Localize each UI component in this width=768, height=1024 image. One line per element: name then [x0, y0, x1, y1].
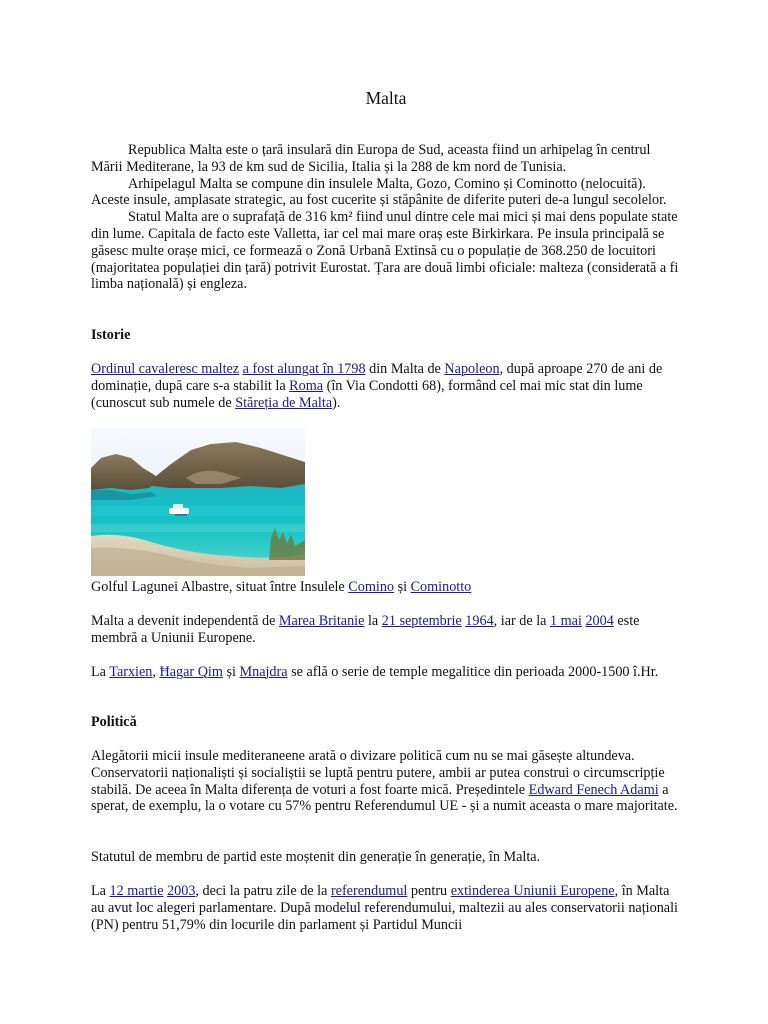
text-fragment: Golful Lagunei Albastre, situat între Insulele [91, 579, 349, 595]
page-title: Malta [365, 88, 407, 108]
text-fragment: din Malta de [365, 361, 445, 377]
link-tarxien[interactable]: Tarxien [109, 664, 153, 680]
text-fragment: a sperat, de exemplu, la o votare cu 57% pentru Referendumul UE - și a numit aceasta o mare majoritate. [91, 781, 678, 815]
text-fragment: la [364, 613, 382, 629]
link-roma[interactable]: Roma [289, 377, 324, 394]
text-fragment: Alegătorii micii insule mediteraneene arată o divizare politică cum nu se mai găsește altundeva. Conservatorii naționaliști și socialiștii se luptă pentru putere, ambii ar putea construi o circumscripție stabilă. De aceea în Malta diferența de voturi a fost foarte mică. Președintele [91, 748, 665, 798]
text-fragment: , în Malta au avut loc alegeri parlamentare. După modelul referendumului, maltezii au ales conservatorii naționali (PN) pentru 51,79% din locurile din parlament și Partidul Muncii [91, 883, 678, 933]
link-staretia-de-malta[interactable]: Stăreția de Malta [235, 394, 333, 411]
text-fragment: , [152, 664, 160, 680]
link-edward-fenech-adami[interactable]: Edward Fenech Adami [528, 781, 659, 798]
link-21-septembrie[interactable]: 21 septembrie [381, 613, 462, 629]
section-heading-politica: Politică [91, 714, 137, 730]
istorie-paragraph-1 [91, 361, 681, 411]
text-fragment: Malta a devenit independentă de [91, 613, 279, 629]
text-fragment: ). [332, 394, 341, 411]
link-2004[interactable]: 2004 [585, 613, 614, 629]
link-napoleon[interactable]: Napoleon [444, 361, 500, 377]
link-extinderea-uniunii-europene[interactable]: extinderea Uniunii Europene [450, 883, 615, 899]
text-fragment: pentru [407, 883, 451, 899]
text-fragment: este membră a Uniunii Europene. [91, 613, 640, 646]
link-2003[interactable]: 2003 [167, 883, 196, 899]
photo-caption [91, 579, 681, 596]
link-hagar-qim[interactable]: Ħagar Qim [159, 664, 223, 680]
politica-paragraph-2: Statutul de membru de partid este moștenit din generație în generație, în Malta. [91, 849, 541, 865]
text-fragment: , după aproape 270 de ani de dominație, după care s-a stabilit la [91, 361, 663, 394]
link-12-martie[interactable]: 12 martie [109, 883, 164, 899]
text-fragment: și [222, 664, 240, 680]
link-1-mai[interactable]: 1 mai [549, 613, 582, 629]
istorie-paragraph-2 [91, 613, 681, 647]
text-fragment: La [91, 664, 110, 680]
link-1964[interactable]: 1964 [465, 613, 494, 629]
intro-paragraph-3: Statul Malta are o suprafață de 316 km² fiind unul dintre cele mai mici și mai dens populate state din lume. Capitala de facto este Valletta, iar cel mai mare oraș este Birkirkara. Pe insula principală se găsesc multe orașe mici, ce formează o Zonă Urbană Extinsă cu o populație de 368.250 de locuitori (majoritatea populației din țară) potrivit Eurostat. Țara are două limbi oficiale: malteza (considerată a fi limba națională) și engleza. [91, 209, 679, 293]
text-fragment: și [394, 579, 411, 595]
link-comino[interactable]: Comino [348, 579, 395, 595]
politica-paragraph-1 [91, 748, 681, 815]
link-mnajdra[interactable]: Mnajdra [239, 664, 288, 680]
text-fragment: (în Via Condotti 68), formând cel mai mic stat din lume (cunoscut sub numele de [91, 377, 643, 411]
text-fragment: La [91, 883, 110, 899]
link-marea-britanie[interactable]: Marea Britanie [278, 613, 365, 629]
istorie-paragraph-3 [91, 664, 681, 681]
link-referendumul[interactable]: referendumul [330, 883, 408, 899]
section-heading-istorie: Istorie [91, 327, 131, 343]
link-alungat-1798[interactable]: a fost alungat în 1798 [242, 361, 366, 377]
blue-lagoon-photo [91, 428, 305, 576]
intro-paragraph-2: Arhipelagul Malta se compune din insulele Malta, Gozo, Comino și Cominotto (nelocuită). Aceste insule, amplasate strategic, au fost cucerite și stăpânite de diferite puteri de-a lungul secolelor. [91, 175, 667, 209]
text-fragment: , iar de la [493, 613, 550, 629]
link-ordinul-cavaleresc[interactable]: Ordinul cavaleresc maltez [91, 361, 240, 377]
link-cominotto[interactable]: Cominotto [410, 579, 472, 595]
intro-section [91, 142, 681, 293]
text-fragment: se află o serie de temple megalitice din perioada 2000-1500 î.Hr. [287, 664, 659, 680]
politica-paragraph-3 [91, 883, 681, 933]
intro-paragraph-1: Republica Malta este o țară insulară din Europa de Sud, aceasta fiind un arhipelag în centrul Mării Mediterane, la 93 de km sud de Sicilia, Italia și la 288 de km nord de Tunisia. [91, 142, 651, 175]
text-fragment: , deci la patru zile de la [195, 883, 331, 899]
